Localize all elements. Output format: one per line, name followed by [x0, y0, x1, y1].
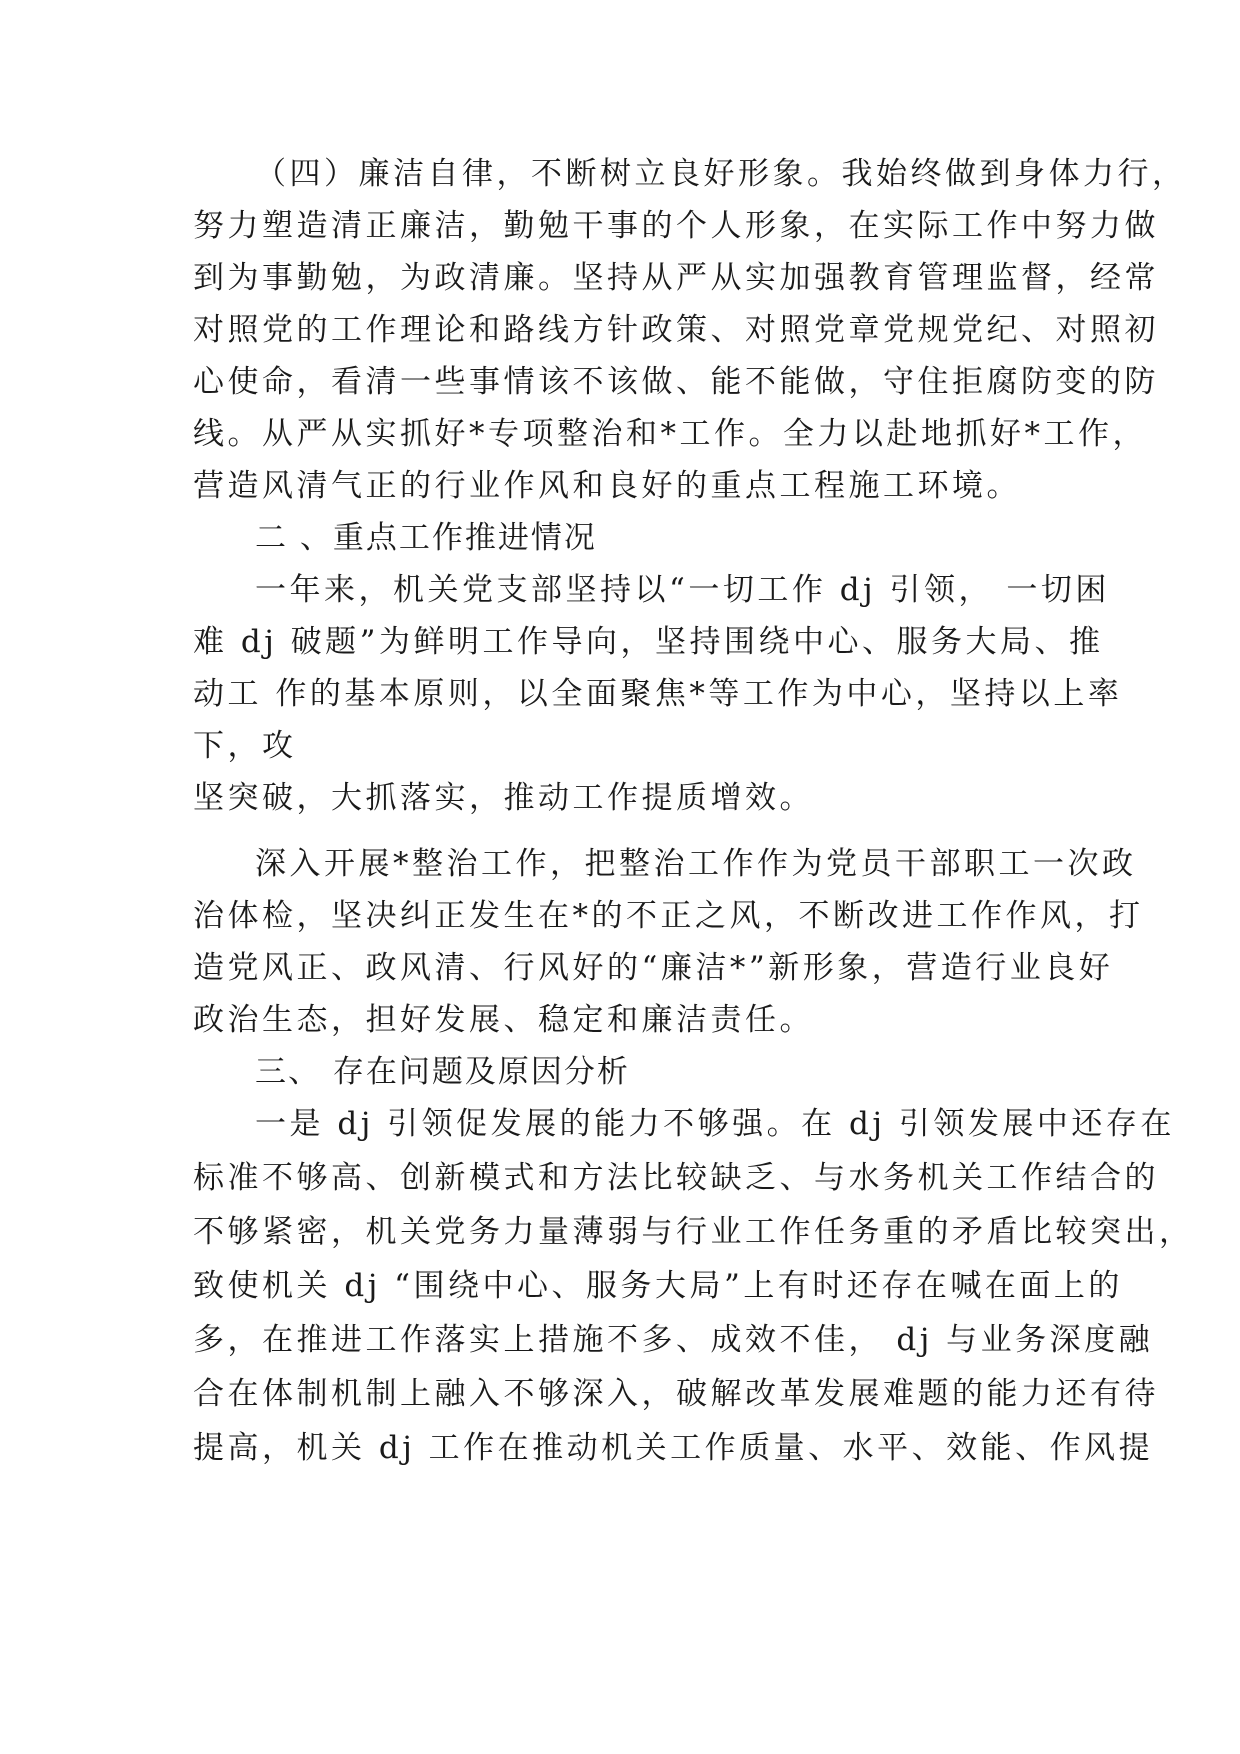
paragraph-4-line-2: 努力塑造清正廉洁，勤勉干事的个人形象，在实际工作中努力做	[193, 208, 1159, 244]
section-2-heading: 二 、重点工作推进情况	[255, 520, 597, 556]
section-3-para-1-line-4: 致使机关 dj “围绕中心、服务大局”上有时还存在喊在面上的	[193, 1268, 1123, 1304]
section-3-para-1-line-2: 标准不够高、创新模式和方法比较缺乏、与水务机关工作结合的	[193, 1160, 1159, 1196]
paragraph-4-line-5: 心使命，看清一些事情该不该做、能不能做，守住拒腐防变的防	[193, 364, 1159, 400]
section-2-para-1-line-3: 动工 作的基本原则，以全面聚焦*等工作为中心，坚持以上率	[193, 676, 1123, 712]
paragraph-4-line-1: （四）廉洁自律，不断树立良好形象。我始终做到身体力行，	[255, 156, 1187, 192]
section-2-para-1-line-5: 坚突破，大抓落实，推动工作提质增效。	[193, 780, 814, 816]
section-3-para-1-line-6: 合在体制机制上融入不够深入，破解改革发展难题的能力还有待	[193, 1376, 1159, 1412]
section-3-para-1-line-1: 一是 dj 引领促发展的能力不够强。在 dj 引领发展中还存在	[255, 1106, 1175, 1142]
section-3-para-1-line-3: 不够紧密，机关党务力量薄弱与行业工作任务重的矛盾比较突出，	[193, 1214, 1194, 1250]
section-2-para-1-line-2: 难 dj 破题”为鲜明工作导向，坚持围绕中心、服务大局、推	[193, 624, 1104, 660]
section-2-para-1-line-4: 下，攻	[193, 728, 297, 764]
paragraph-4-line-4: 对照党的工作理论和路线方针政策、对照党章党规党纪、对照初	[193, 312, 1159, 348]
section-2-para-2-line-4: 政治生态，担好发展、稳定和廉洁责任。	[193, 1002, 814, 1038]
section-3-para-1-line-5: 多，在推进工作落实上措施不多、成效不佳， dj 与业务深度融	[193, 1322, 1154, 1358]
paragraph-4-line-7: 营造风清气正的行业作风和良好的重点工程施工环境。	[193, 468, 1021, 504]
section-2-para-2-line-3: 造党风正、政风清、行风好的“廉洁*”新形象，营造行业良好	[193, 950, 1114, 986]
section-2-para-2-line-1: 深入开展*整治工作，把整治工作作为党员干部职工一次政	[255, 846, 1137, 882]
section-2-para-1-line-1: 一年来，机关党支部坚持以“一切工作 dj 引领， 一切困	[255, 572, 1110, 608]
paragraph-4-line-3: 到为事勤勉，为政清廉。坚持从严从实加强教育管理监督，经常	[193, 260, 1159, 296]
section-3-heading: 三、 存在问题及原因分析	[255, 1054, 630, 1090]
section-3-para-1-line-7: 提高，机关 dj 工作在推动机关工作质量、水平、效能、作风提	[193, 1430, 1154, 1466]
paragraph-4-line-6: 线。从严从实抓好*专项整治和*工作。全力以赴地抓好*工作，	[193, 416, 1147, 452]
section-2-para-2-line-2: 治体检，坚决纠正发生在*的不正之风，不断改进工作作风，打	[193, 898, 1144, 934]
